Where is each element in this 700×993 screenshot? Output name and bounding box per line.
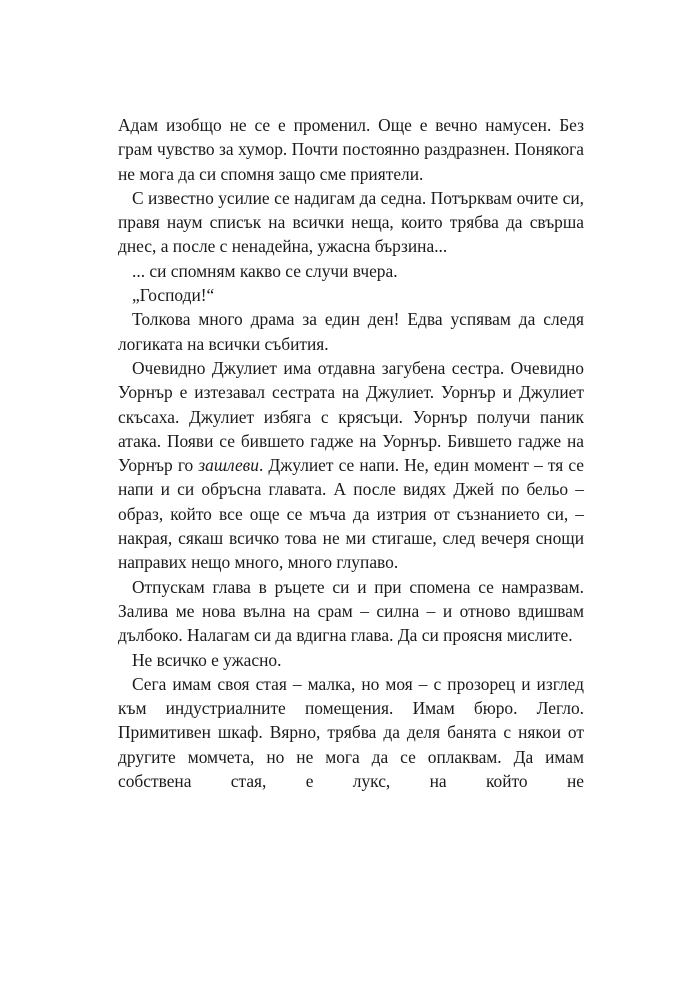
paragraph-2: С известно усилие се надигам да седна. Потърквам очите си, правя наум списък на всички неща, които трябва да свърша днес, а после с ненадейна, ужасна бързина... (118, 187, 584, 257)
paragraph-1: Адам изобщо не се е променил. Още е вечно намусен. Без грам чувство за хумор. Почти постоянно раздразнен. Понякога не мога да си спомня защо сме приятели. (118, 115, 584, 184)
paragraph-9: Сега имам своя стая – малка, но моя – с прозорец и изглед към индустриалните помещения. Имам бюро. Легло. Примитивен шкаф. Вярно, трябва да деля банята с някои от другите момчета, но не мога да се оплаквам. Да имам собствена стая, е лукс, на който не (118, 673, 584, 792)
italic-word: зашлеви (198, 455, 259, 476)
book-page-text (118, 113, 584, 793)
paragraph-8: Не всичко е ужасно. (132, 649, 282, 670)
paragraph-3: ... си спомням какво се случи вчера. (132, 260, 398, 281)
paragraph-6-after: . Джулиет се напи. Не, един момент – тя се напи и си обръсна главата. А после видях Джей по бельо – образ, който все още се мъча да изтрия от съзнанието си, – накрая, сякаш всичко това не ми стигаше, след вечеря снощи направих нещо много, много глупаво. (118, 455, 584, 573)
paragraph-4: „Господи!“ (132, 285, 215, 306)
paragraph-6 (118, 356, 584, 575)
paragraph-7: Отпускам глава в ръцете си и при спомена се намразвам. Залива ме нова вълна на срам – силна – и отново вдишвам дълбоко. Налагам си да вдигна глава. Да си проясня мислите. (118, 576, 584, 646)
paragraph-6-before: Очевидно Джулиет има отдавна загубена сестра. Очевидно Уорнър е изтезавал сестрата на Джулиет. Уорнър и Джулиет скъсаха. Джулиет избяга с крясъци. Уорнър получи паник атака. Появи се бившето гадже на Уорнър. Бившето гадже на Уорнър го (118, 357, 584, 476)
paragraph-5: Толкова много драма за един ден! Едва успявам да следя логиката на всички събития. (118, 309, 584, 354)
